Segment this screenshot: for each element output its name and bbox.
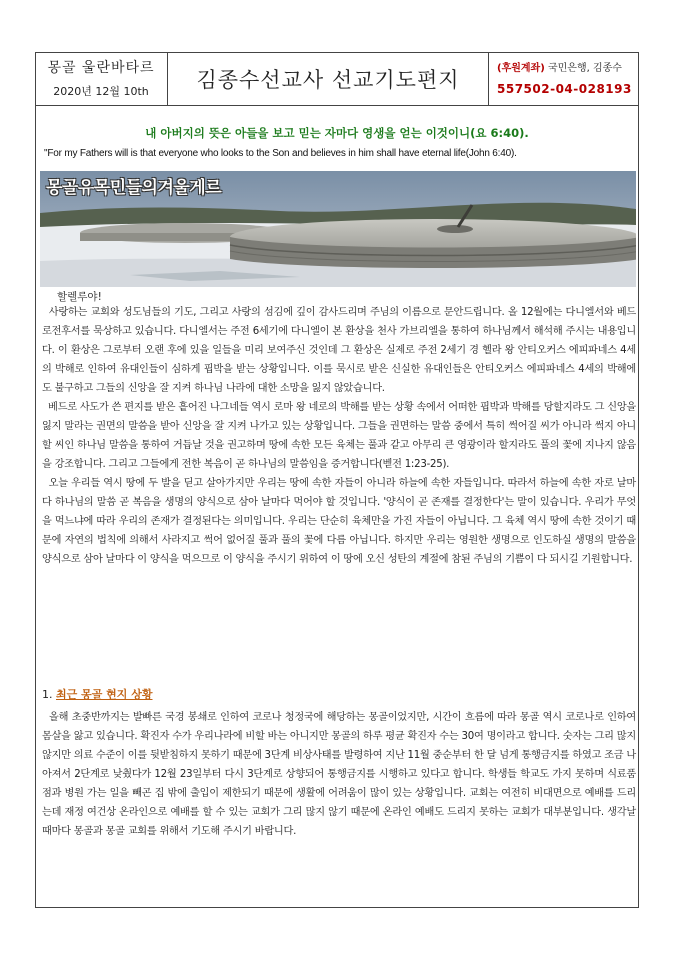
section-number: 1. xyxy=(42,688,56,701)
section-title: 최근 몽골 현지 상황 xyxy=(56,688,153,701)
section-heading xyxy=(42,686,153,702)
header-support-cell xyxy=(488,52,639,105)
support-label: (후원계좌) xyxy=(497,62,545,74)
ger-photo xyxy=(40,171,636,287)
verse-english: "For my Fathers will is that everyone who looks to the Son and believes in him shall have eternal life(John 6:40). xyxy=(44,148,517,159)
header-location: 몽골 울란바타르 xyxy=(47,59,155,76)
support-info xyxy=(497,62,622,76)
greeting: 할렐루야! xyxy=(57,291,102,303)
letter-paragraph: 오늘 우리들 역시 땅에 두 발을 딛고 살아가지만 우리는 땅에 속한 자들이 아니라 하늘에 속한 자들입니다. 따라서 하늘에 속한 자로 날마다 하나님의 말씀 곧 복음을 생명의 양식으로 삼아 날마다 먹어야 할 것입니다. '양식이 곧 존재를 결정한다'는 말이 있습니다. 우리가 무엇을 먹느냐에 따라 우리의 존재가 결정된다는 의미입니다. 우리는 단순히 육체만을 가진 자들이 아닙니다. 그 육체 역시 땅에 속한 것이기 때문에 자연의 법칙에 의해서 사라지고 썩어 없어질 풀과 풀의 꽃에 다름 아닙니다. 하지만 우리는 영원한 생명으로 인도하실 생명의 말씀을 양식으로 삼아 날마다 이 양식을 먹으므로 이 양식을 주시기 위하여 이 땅에 오신 성탄의 계절에 참된 주님의 기쁨이 다 되시길 기원합니다. xyxy=(42,478,636,565)
verse-korean: 내 아버지의 뜻은 아들을 보고 믿는 자마다 영생을 얻는 이것이니(요 6:40). xyxy=(145,126,529,140)
header-date: 2020년 12월 10th xyxy=(53,84,149,98)
letter-paragraph: 베드로 사도가 쓴 편지를 받은 흩어진 나그네들 역시 로마 왕 네로의 박해를 받는 상황 속에서 어떠한 핍박과 박해를 당할지라도 그 신앙을 잃지 말라는 권면의 말씀을 받아 신앙을 잘 지켜 나가고 있는 상황입니다. 그들을 권면하는 말씀 중에서 특히 썩어질 씨가 아니라 썩지 아니할 씨인 하나님 말씀을 통하여 거듭날 것을 권고하며 땅에 속한 모든 육체는 풀과 같고 아무리 큰 영광이라 할지라도 풀의 꽃에 지나지 않음을 강조합니다. 그리고 그들에게 전한 복음이 곧 하나님의 말씀임을 증거합니다(벧전 1:23-25). xyxy=(42,402,636,470)
account-number: 557502-04-028193 xyxy=(497,81,632,96)
letter-paragraph: 사랑하는 교회와 성도님들의 기도, 그리고 사랑의 섬김에 깊이 감사드리며 주님의 이름으로 문안드립니다. 올 12월에는 다니엘서와 베드로전후서를 묵상하고 있습니다. 다니엘서는 주전 6세기에 다니엘이 본 환상을 천사 가브리엘을 통하여 하나님께서 해석해 주시는 내용입니다. 이 환상은 그로부터 오랜 후에 있을 일들을 미리 보여주신 것인데 그 환상은 실제로 주전 2세기 경 헬라 왕 안티오커스 에피파네스 4세의 박해로 인하여 유대인들이 심하게 핍박을 받는 상황입니다. 이를 묵시로 받은 신실한 유대인들은 안티오커스 에피파네스 4세의 박해에도 불구하고 그들의 신앙을 잘 지켜 하나님 나라에 대한 소망을 잃지 않았습니다. xyxy=(42,307,636,394)
letter-title: 김종수선교사 선교기도편지 xyxy=(196,67,460,92)
section-paragraph: 올해 초중반까지는 발빠른 국경 봉쇄로 인하여 코로나 청정국에 해당하는 몽골이었지만, 시간이 흐름에 따라 몽골 역시 코로나로 인하여 몸살을 앓고 있습니다. 확진자 수가 우리나라에 비할 바는 아니지만 몽골의 하루 평균 확진자 수는 30여 명이라고 합니다. 숫자는 그리 많지 않지만 의료 수준이 이를 뒷받침하지 못하기 때문에 3단계 비상사태를 발령하여 지난 11월 중순부터 한 달 넘게 통행금지를 하였고 조금 나아져서 2단계로 낮췄다가 12월 23일부터 다시 3단계로 상향되어 통행금지를 시행하고 있다고 합니다. 학생들 학교도 가지 못하며 식료품점과 병원 가는 일을 빼곤 집 밖에 출입이 제한되기 때문에 생활에 어려움이 많이 있는 상황입니다. 교회는 여전히 비대면으로 예배를 드리는데 재정 여건상 온라인으로 예배를 할 수 있는 교회가 그리 많지 않기 때문에 온라인 예배도 드리지 못하는 교회가 대부분입니다. 생각날 때마다 몽골과 몽골 교회를 위해서 기도해 주시기 바랍니다. xyxy=(42,712,636,837)
support-bank: 국민은행, 김종수 xyxy=(544,62,622,74)
letter-header xyxy=(35,52,639,106)
letter-body xyxy=(42,303,636,569)
photo-caption: 몽골유목민들의겨울게르 xyxy=(46,178,222,198)
header-location-cell xyxy=(35,52,168,105)
header-title-cell xyxy=(168,52,488,105)
section-body xyxy=(42,708,636,841)
